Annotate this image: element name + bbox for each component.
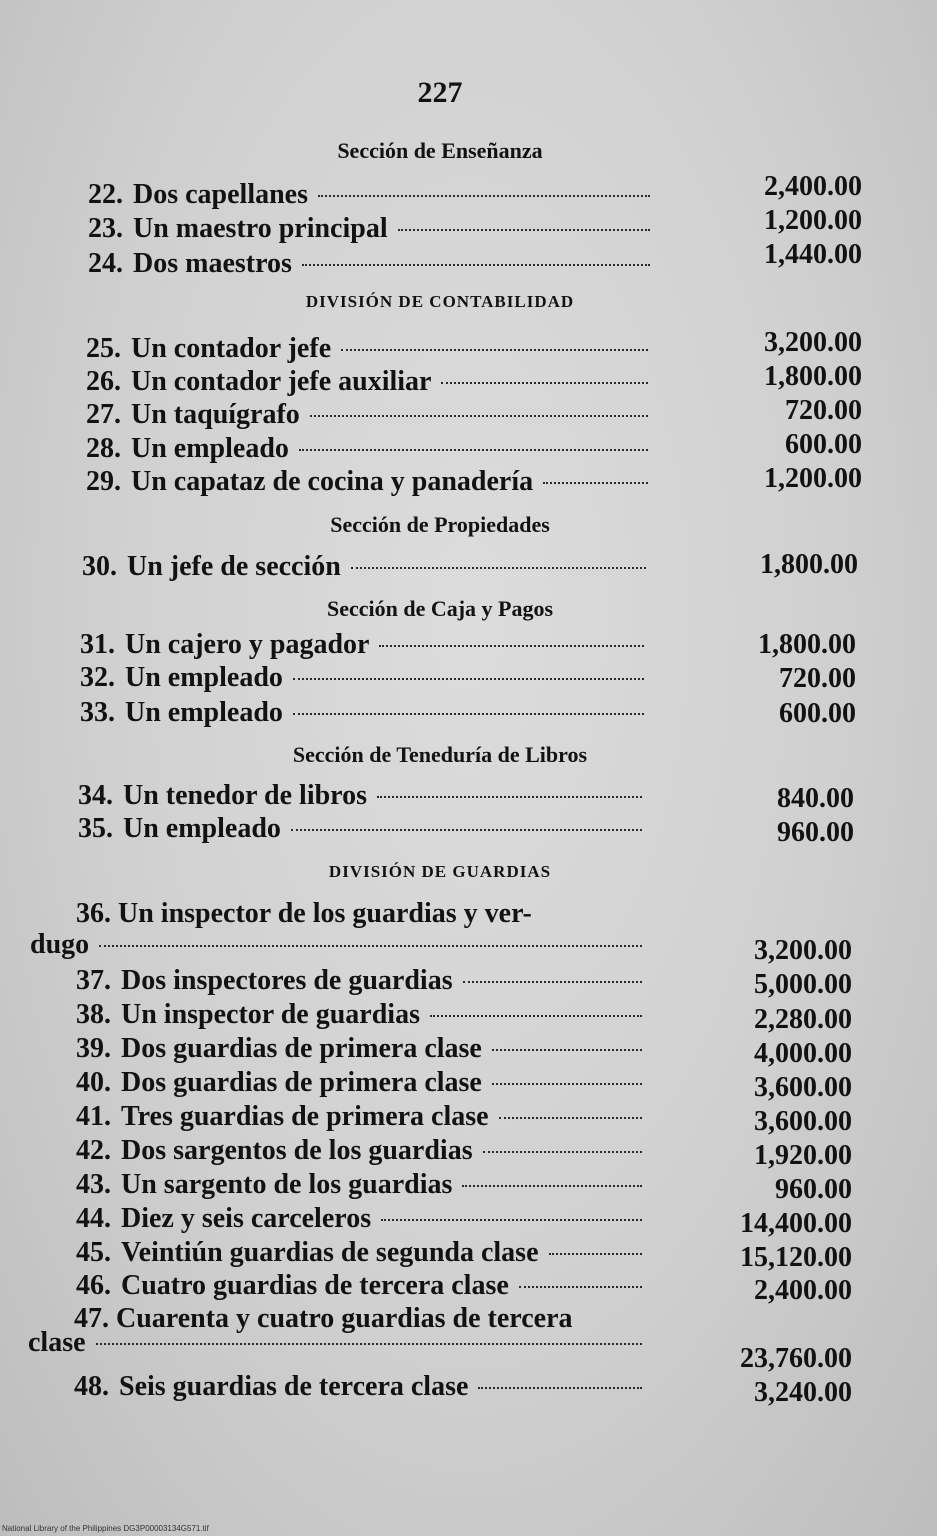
entry-number: 46. — [76, 1270, 111, 1301]
dot-leader — [499, 1117, 642, 1119]
entry-text: Un empleado — [123, 813, 281, 844]
section-heading-propiedades: Sección de Propiedades — [330, 512, 550, 537]
entry-32 — [80, 661, 644, 695]
dot-leader — [483, 1151, 642, 1153]
entry-text: Dos guardias de primera clase — [121, 1033, 482, 1064]
entry-text: Cuatro guardias de tercera clase — [121, 1270, 509, 1301]
entry-amount: 3,240.00 — [754, 1377, 852, 1408]
dot-leader — [463, 981, 642, 983]
entry-text: Dos capellanes — [133, 179, 308, 210]
dot-leader — [377, 796, 642, 798]
section-heading-caja: Sección de Caja y Pagos — [326, 596, 554, 621]
entry-text: Un jefe de sección — [127, 551, 341, 582]
entry-number: 45. — [76, 1237, 111, 1268]
entry-38 — [76, 998, 642, 1032]
entry-41 — [76, 1100, 642, 1134]
dot-leader — [96, 1343, 642, 1345]
entry-number: 23. — [88, 213, 123, 244]
entry-amount: 2,400.00 — [764, 171, 862, 202]
entry-amount: 2,400.00 — [754, 1275, 852, 1306]
entry-48 — [74, 1370, 642, 1404]
entry-text: Diez y seis carceleros — [121, 1203, 372, 1234]
entry-text: Un sargento de los guardias — [121, 1169, 453, 1200]
dot-leader — [430, 1015, 642, 1017]
entry-amount: 3,200.00 — [764, 327, 862, 358]
entry-number: 28. — [86, 433, 121, 464]
entry-42 — [76, 1134, 642, 1168]
entry-text: Un taquígrafo — [131, 399, 300, 430]
entry-amount: 3,200.00 — [754, 935, 852, 966]
entry-number: 33. — [80, 697, 115, 728]
entry-text: Veintiún guardias de segunda clase — [121, 1237, 539, 1268]
entry-amount: 3,600.00 — [754, 1072, 852, 1103]
entry-number: 36. — [76, 898, 111, 929]
entry-number: 24. — [88, 248, 123, 279]
entry-22 — [88, 178, 650, 212]
dot-leader — [381, 1219, 642, 1221]
entry-amount: 960.00 — [777, 817, 854, 848]
entry-amount: 1,800.00 — [758, 629, 856, 660]
dot-leader — [379, 645, 644, 647]
entry-text: Tres guardias de primera clase — [121, 1101, 489, 1132]
entry-amount: 5,000.00 — [754, 969, 852, 1000]
entry-amount: 2,280.00 — [754, 1004, 852, 1035]
entry-amount: 600.00 — [785, 429, 862, 460]
page-number: 227 — [417, 76, 463, 109]
entry-24 — [88, 247, 650, 281]
entry-26 — [86, 365, 648, 399]
entry-text: Dos maestros — [133, 248, 292, 279]
dot-leader — [519, 1286, 642, 1288]
entry-text: Un contador jefe auxiliar — [131, 366, 432, 397]
entry-34 — [78, 779, 642, 813]
entry-text: Un contador jefe — [131, 333, 332, 364]
dot-leader — [99, 945, 642, 947]
entry-amount: 1,440.00 — [764, 239, 862, 270]
entry-text: Un tenedor de libros — [123, 780, 367, 811]
dot-leader — [492, 1083, 642, 1085]
entry-amount: 14,400.00 — [740, 1208, 852, 1239]
entry-37 — [76, 964, 642, 998]
section-heading-guardias: DIVISIÓN DE GUARDIAS — [328, 862, 552, 881]
entry-text: Dos sargentos de los guardias — [121, 1135, 473, 1166]
entry-23 — [88, 212, 650, 246]
entry-amount: 720.00 — [779, 663, 856, 694]
entry-number: 38. — [76, 999, 111, 1030]
entry-amount: 960.00 — [775, 1174, 852, 1205]
entry-amount: 1,800.00 — [764, 361, 862, 392]
entry-amount: 1,200.00 — [764, 205, 862, 236]
entry-amount: 15,120.00 — [740, 1242, 852, 1273]
dot-leader — [302, 264, 650, 266]
entry-text: Un maestro principal — [133, 213, 388, 244]
entry-29 — [86, 465, 648, 499]
entry-continuation-text: dugo — [30, 929, 90, 960]
entry-amount: 600.00 — [779, 698, 856, 729]
entry-45 — [76, 1236, 642, 1270]
entry-text: Un cajero y pagador — [125, 629, 370, 660]
entry-text: Dos inspectores de guardias — [121, 965, 453, 996]
entry-number: 48. — [74, 1371, 109, 1402]
entry-number: 31. — [80, 629, 115, 660]
entry-text: Cuarenta y cuatro guardias de tercera — [116, 1303, 573, 1334]
footer-credit: National Library of the Philippines DG3P00003134G571.tif — [2, 1524, 209, 1533]
dot-leader — [549, 1253, 643, 1255]
entry-number: 40. — [76, 1067, 111, 1098]
entry-number: 30. — [82, 551, 117, 582]
entry-text: Un capataz de cocina y panadería — [131, 466, 534, 497]
entry-continuation-text: clase — [28, 1327, 86, 1358]
entry-amount: 4,000.00 — [754, 1038, 852, 1069]
section-heading-contabilidad: DIVISIÓN DE CONTABILIDAD — [305, 292, 575, 311]
entry-27 — [86, 398, 648, 432]
entry-number: 29. — [86, 466, 121, 497]
entry-number: 44. — [76, 1203, 111, 1234]
entry-36-first-line — [76, 897, 532, 931]
entry-number: 37. — [76, 965, 111, 996]
dot-leader — [293, 713, 644, 715]
entry-number: 27. — [86, 399, 121, 430]
entry-40 — [76, 1066, 642, 1100]
entry-44 — [76, 1202, 642, 1236]
section-heading-ensenanza: Sección de Enseñanza — [337, 138, 543, 163]
entry-amount: 23,760.00 — [740, 1343, 852, 1374]
entry-number: 41. — [76, 1101, 111, 1132]
entry-amount: 840.00 — [777, 783, 854, 814]
dot-leader — [310, 415, 648, 417]
entry-text: Un empleado — [125, 662, 283, 693]
entry-number: 42. — [76, 1135, 111, 1166]
entry-number: 25. — [86, 333, 121, 364]
entry-39 — [76, 1032, 642, 1066]
dot-leader — [341, 349, 648, 351]
entry-amount: 720.00 — [785, 395, 862, 426]
entry-number: 32. — [80, 662, 115, 693]
dot-leader — [441, 382, 648, 384]
dot-leader — [492, 1049, 642, 1051]
section-heading-teneduria: Sección de Teneduría de Libros — [292, 742, 588, 767]
entry-47-continuation — [28, 1326, 642, 1360]
entry-number: 22. — [88, 179, 123, 210]
entry-text: Un inspector de los guardias y ver- — [118, 898, 532, 929]
entry-number: 35. — [78, 813, 113, 844]
entry-number: 43. — [76, 1169, 111, 1200]
dot-leader — [478, 1387, 642, 1389]
entry-amount: 1,200.00 — [764, 463, 862, 494]
dot-leader — [398, 229, 650, 231]
entry-35 — [78, 812, 642, 846]
entry-text: Un inspector de guardias — [121, 999, 420, 1030]
entry-46 — [76, 1269, 642, 1303]
dot-leader — [318, 195, 650, 197]
entry-25 — [86, 332, 648, 366]
entry-30 — [82, 550, 646, 584]
entry-number: 47. — [74, 1303, 109, 1334]
entry-43 — [76, 1168, 642, 1202]
entry-33 — [80, 696, 644, 730]
entry-text: Un empleado — [131, 433, 289, 464]
dot-leader — [462, 1185, 642, 1187]
entry-number: 26. — [86, 366, 121, 397]
entry-amount: 3,600.00 — [754, 1106, 852, 1137]
entry-text: Un empleado — [125, 697, 283, 728]
dot-leader — [351, 567, 646, 569]
dot-leader — [293, 678, 644, 680]
entry-31 — [80, 628, 644, 662]
entry-amount: 1,800.00 — [760, 549, 858, 580]
entry-number: 34. — [78, 780, 113, 811]
entry-text: Dos guardias de primera clase — [121, 1067, 482, 1098]
dot-leader — [299, 449, 648, 451]
entry-28 — [86, 432, 648, 466]
entry-amount: 1,920.00 — [754, 1140, 852, 1171]
entry-text: Seis guardias de tercera clase — [119, 1371, 469, 1402]
dot-leader — [543, 482, 648, 484]
dot-leader — [291, 829, 642, 831]
entry-number: 39. — [76, 1033, 111, 1064]
entry-36-continuation — [30, 928, 642, 962]
